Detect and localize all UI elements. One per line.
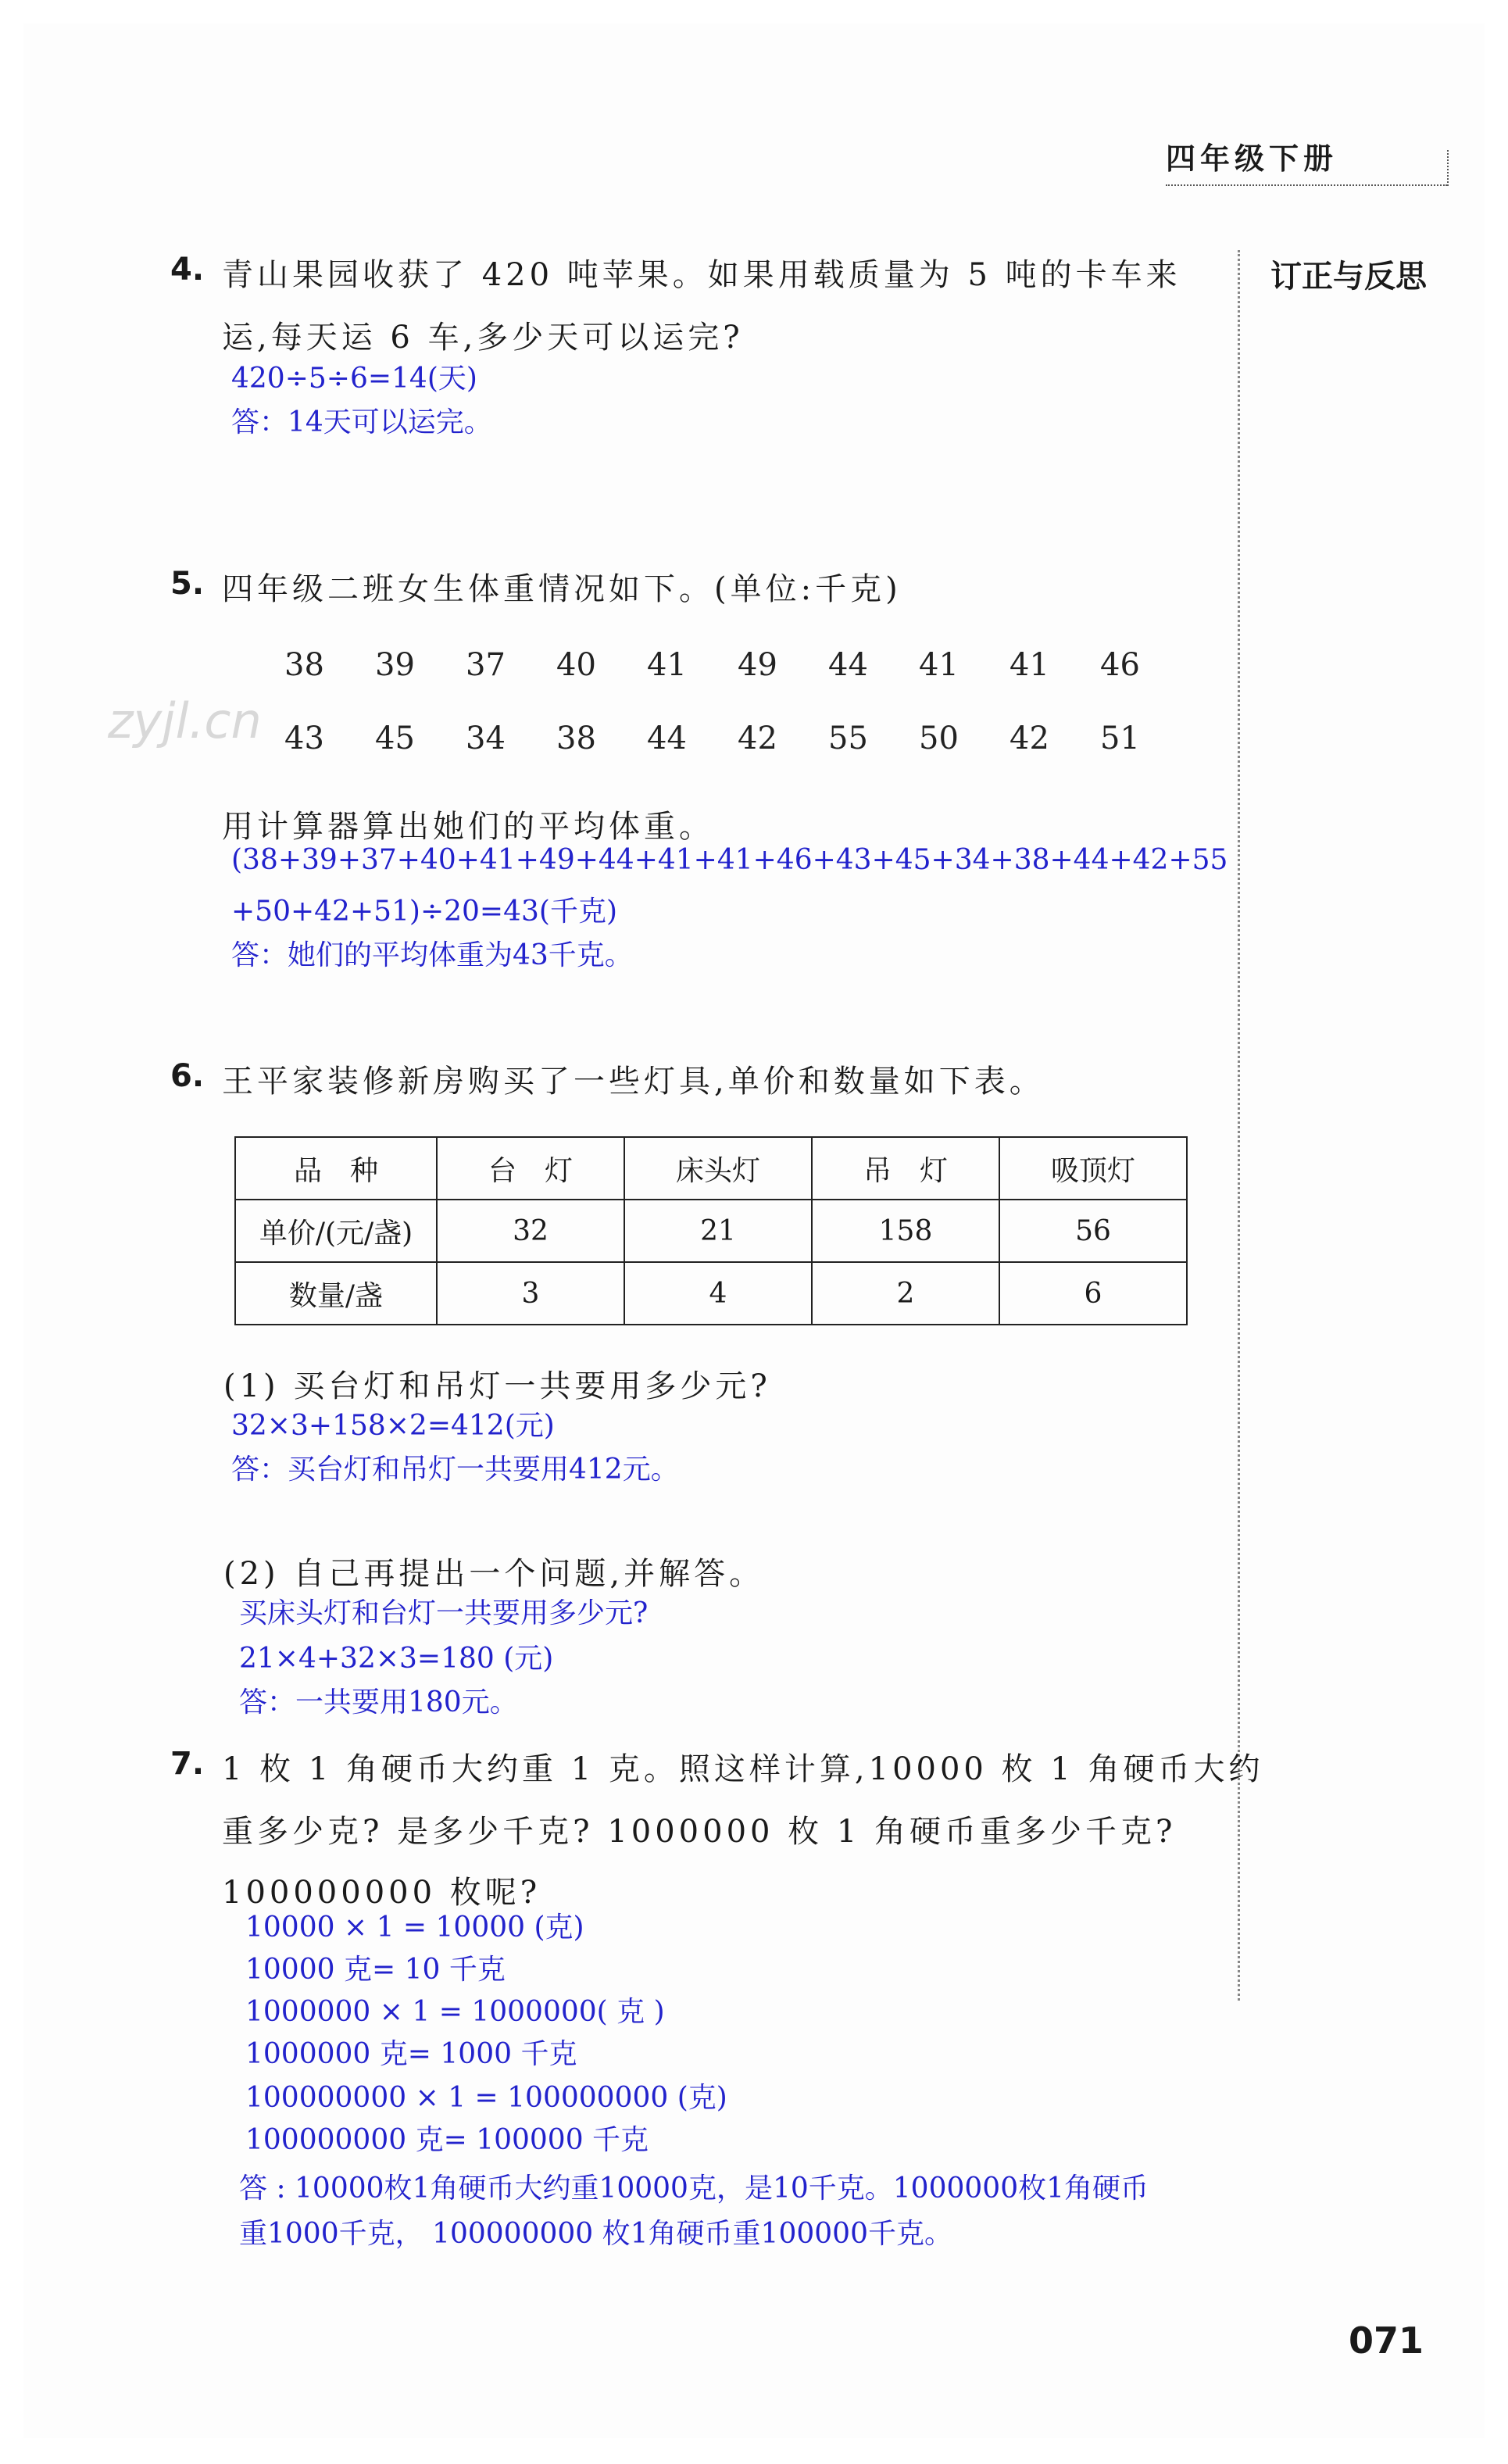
grade-label: 四年级下册 — [1166, 141, 1338, 176]
q6-part1-answer-line2: 答：买台灯和吊灯一共要用412元。 — [231, 1454, 679, 1486]
q7-text-line2: 重多少克? 是多少千克? 1000000 枚 1 角硬币重多少千克? — [222, 1814, 1177, 1850]
q6-part2-answer-line1: 买床头灯和台灯一共要用多少元? — [239, 1597, 649, 1629]
side-divider — [1238, 250, 1240, 2001]
q5-weight: 40 — [556, 647, 596, 683]
q7-answer-line: 100000000 × 1 = 100000000 (克) — [245, 2082, 727, 2114]
q5-weight: 41 — [1010, 647, 1049, 683]
q5-answer-line1: (38+39+37+40+41+49+44+41+41+46+43+45+34+38+44+42+55 — [231, 844, 1228, 876]
table-cell: 6 — [999, 1262, 1187, 1325]
grade-underline — [1166, 184, 1447, 186]
table-row — [235, 1200, 1187, 1262]
q7-answer-line: 重1000千克， 100000000 枚1角硬币重100000千克。 — [239, 2218, 952, 2250]
q6-part2-question: (2) 自己再提出一个问题,并解答。 — [223, 1556, 765, 1592]
table-header-cell: 床头灯 — [624, 1137, 812, 1200]
table-cell: 56 — [999, 1200, 1187, 1262]
q7-text-line3: 100000000 枚呢? — [222, 1875, 541, 1911]
q5-weight: 41 — [919, 647, 959, 683]
q6-number: 6. — [170, 1058, 205, 1094]
q5-weight: 37 — [466, 647, 506, 683]
q5-weight: 38 — [556, 721, 596, 756]
q4-answer-line1: 420÷5÷6=14(天) — [231, 363, 477, 395]
q5-weight: 51 — [1100, 721, 1140, 756]
q5-weight: 42 — [1010, 721, 1049, 756]
q5-weight: 41 — [647, 647, 687, 683]
table-cell: 32 — [437, 1200, 624, 1262]
table-header-row — [235, 1137, 1187, 1200]
table-header-cell: 品 种 — [235, 1137, 437, 1200]
table-row — [235, 1262, 1187, 1325]
q5-weight: 38 — [284, 647, 324, 683]
q5-weight: 42 — [738, 721, 777, 756]
q7-answer-line: 10000 × 1 = 10000 (克) — [245, 1911, 584, 1944]
q6-part1-question: (1) 买台灯和吊灯一共要用多少元? — [223, 1368, 771, 1404]
q5-weight: 39 — [375, 647, 415, 683]
table-cell: 3 — [437, 1262, 624, 1325]
table-cell: 数量/盏 — [235, 1262, 437, 1325]
q5-weight: 44 — [828, 647, 868, 683]
table-cell: 单价/(元/盏) — [235, 1200, 437, 1262]
q5-weight: 46 — [1100, 647, 1140, 683]
page-number: 071 — [1348, 2319, 1424, 2362]
q5-weight: 50 — [919, 721, 959, 756]
table-header-cell: 吊 灯 — [812, 1137, 999, 1200]
q6-part2-answer-line2: 21×4+32×3=180 (元) — [239, 1643, 554, 1675]
table-header-cell: 台 灯 — [437, 1137, 624, 1200]
q5-text-line1: 四年级二班女生体重情况如下。(单位:千克) — [222, 571, 902, 607]
lamp-price-table — [234, 1136, 1188, 1325]
q4-number: 4. — [170, 252, 205, 288]
q7-number: 7. — [170, 1746, 205, 1782]
side-title: 订正与反思 — [1270, 259, 1427, 295]
q5-number: 5. — [170, 566, 205, 602]
q7-answer-line: 答 : 10000枚1角硬币大约重10000克，是10千克。1000000枚1角硬币 — [239, 2173, 1149, 2205]
table-cell: 158 — [812, 1200, 999, 1262]
q5-answer-line2: +50+42+51)÷20=43(千克) — [231, 896, 617, 928]
q5-weight: 34 — [466, 721, 506, 756]
q5-text-line2: 用计算器算出她们的平均体重。 — [222, 809, 714, 845]
q4-text-line1: 青山果园收获了 420 吨苹果。如果用载质量为 5 吨的卡车来 — [222, 257, 1181, 293]
q6-part1-answer-line1: 32×3+158×2=412(元) — [231, 1410, 555, 1442]
q7-text-line1: 1 枚 1 角硬币大约重 1 克。照这样计算,10000 枚 1 角硬币大约 — [222, 1751, 1264, 1787]
table-cell: 21 — [624, 1200, 812, 1262]
q6-text-line1: 王平家装修新房购买了一些灯具,单价和数量如下表。 — [222, 1064, 1045, 1100]
q5-answer-line3: 答：她们的平均体重为43千克。 — [231, 939, 633, 971]
q7-answer-line: 10000 克= 10 千克 — [245, 1954, 506, 1986]
table-header-cell: 吸顶灯 — [999, 1137, 1187, 1200]
q5-weight: 45 — [375, 721, 415, 756]
grade-bracket — [1447, 150, 1449, 186]
q5-weight: 44 — [647, 721, 687, 756]
q7-answer-line: 1000000 × 1 = 1000000( 克 ) — [245, 1996, 665, 2028]
q5-weight: 55 — [828, 721, 868, 756]
table-cell: 2 — [812, 1262, 999, 1325]
q7-answer-line: 1000000 克= 1000 千克 — [245, 2038, 577, 2070]
q7-answer-line: 100000000 克= 100000 千克 — [245, 2124, 649, 2156]
q4-text-line2: 运,每天运 6 车,多少天可以运完? — [222, 320, 744, 356]
q6-part2-answer-line3: 答：一共要用180元。 — [239, 1686, 518, 1718]
q4-answer-line2: 答：14天可以运完。 — [231, 406, 492, 438]
table-cell: 4 — [624, 1262, 812, 1325]
q5-weight: 43 — [284, 721, 324, 756]
q5-weight: 49 — [738, 647, 777, 683]
watermark: zyjl.cn — [108, 692, 262, 749]
